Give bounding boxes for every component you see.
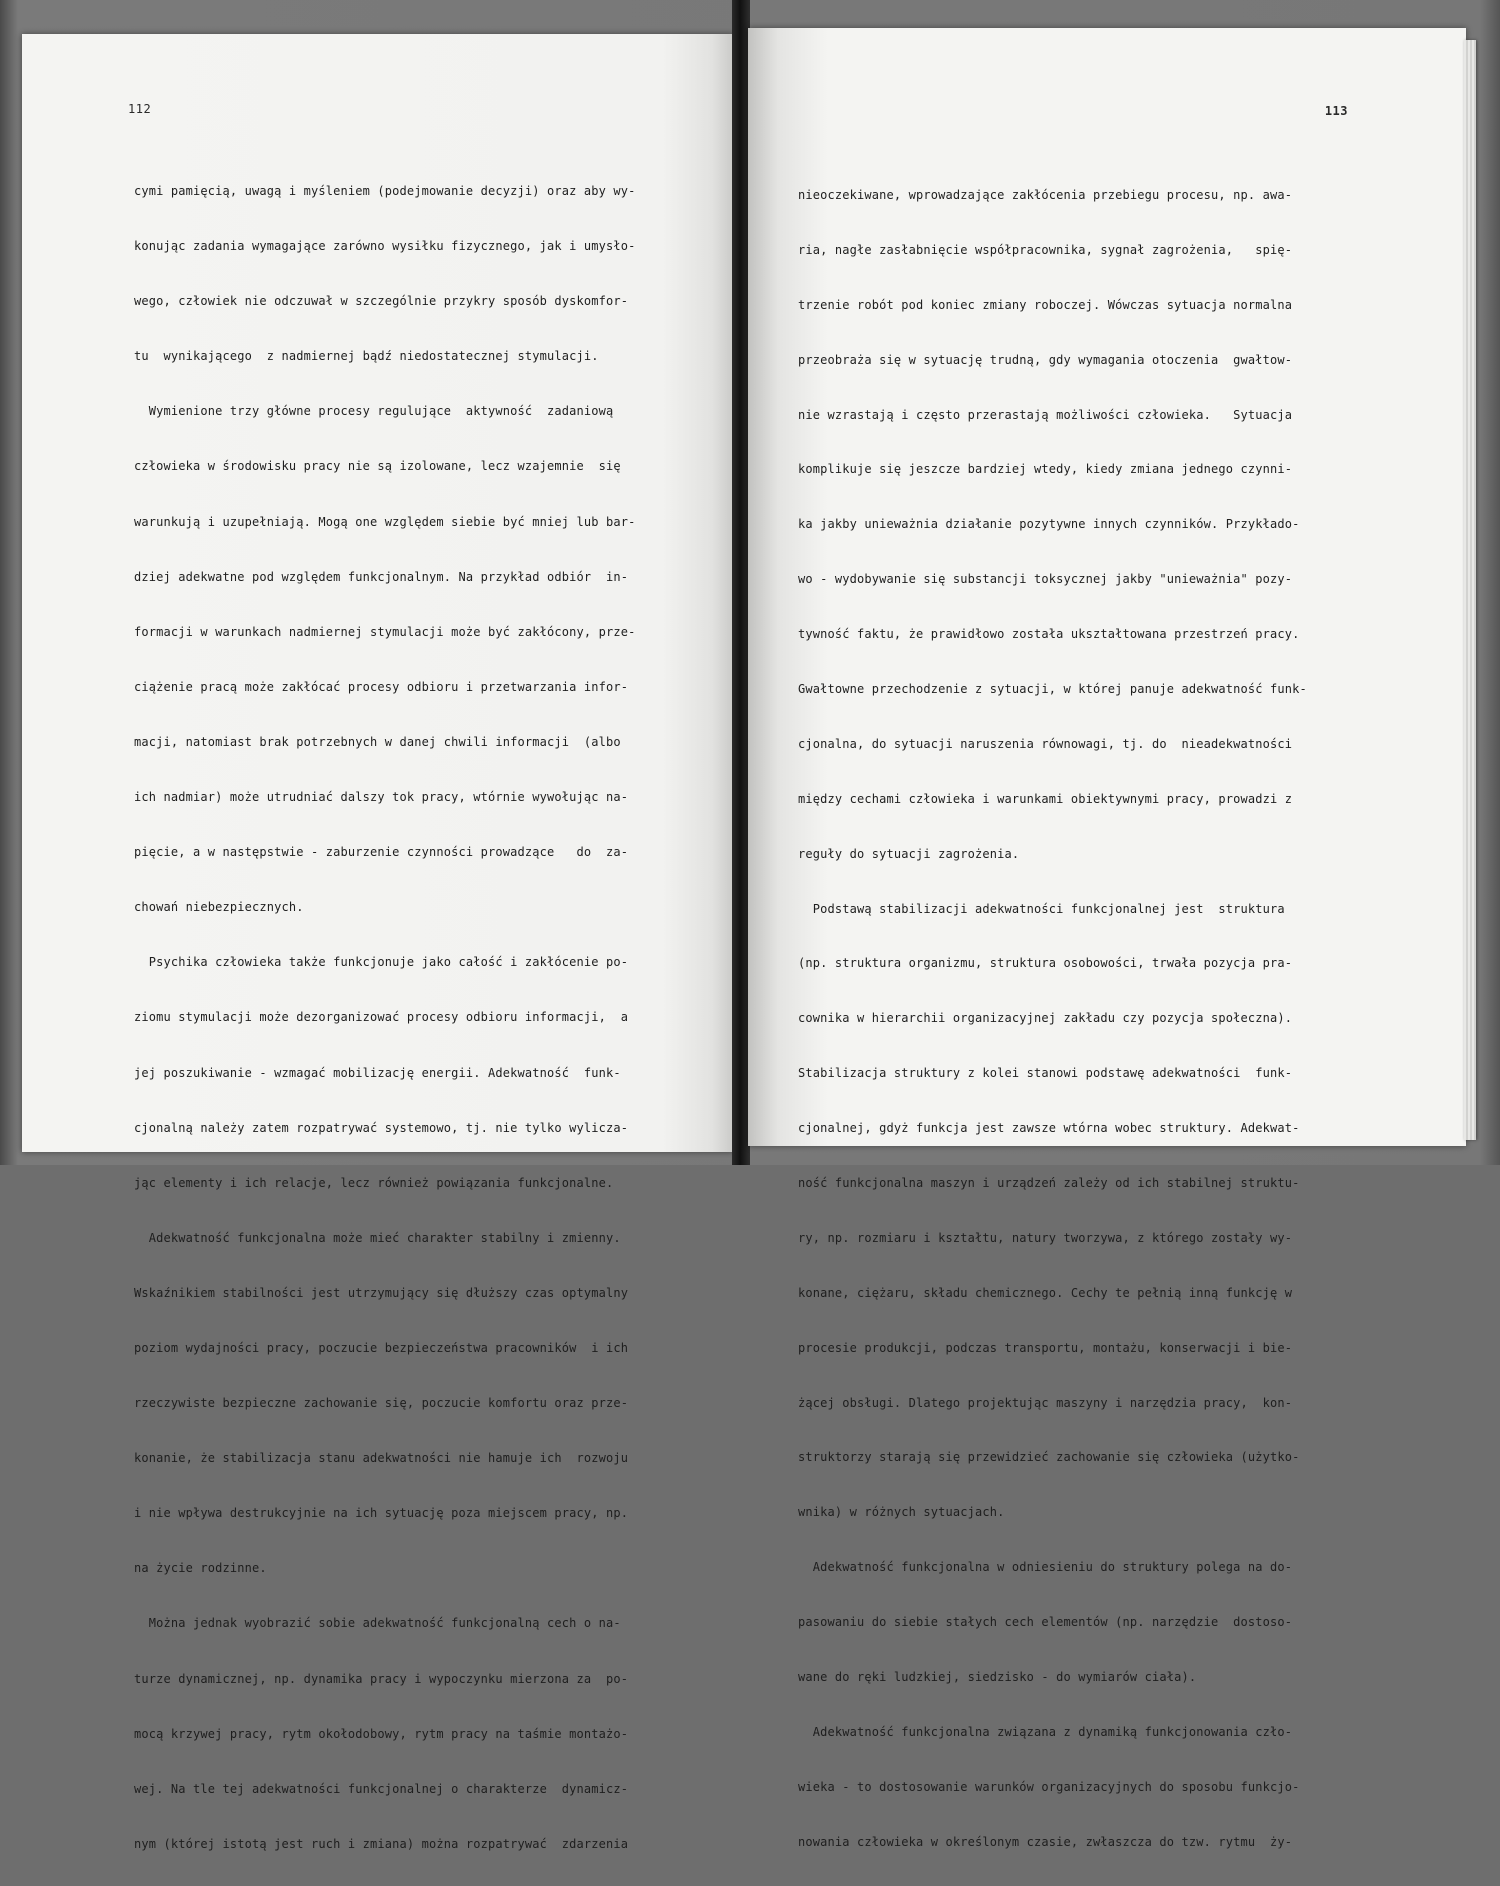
left-page <box>22 34 734 1851</box>
text-line: Stabilizacja struktury z kolei stanowi podstawę adekwatności funk- <box>798 1066 1293 1081</box>
text-line: nie wzrastają i często przerastają możliwości człowieka. Sytuacja <box>798 407 1293 422</box>
text-line: konane, ciężaru, składu chemicznego. Cechy te pełnią inną funkcję w <box>798 1285 1293 1300</box>
left-page-text <box>134 150 635 1886</box>
text-line: na życie rodzinne. <box>134 1561 267 1576</box>
text-line: Adekwatność funkcjonalna w odniesieniu do struktury polega na do- <box>798 1560 1293 1575</box>
text-line: ciążenie pracą może zakłócać procesy odbioru i przetwarzania infor- <box>134 679 629 694</box>
text-line: tywność faktu, że prawidłowo została ukształtowana przestrzeń pracy. <box>798 627 1300 642</box>
text-line: ry, np. rozmiaru i kształtu, natury tworzywa, z którego zostały wy- <box>798 1230 1293 1245</box>
text-line: żącej obsługi. Dlatego projektując maszyny i narzędzia pracy, kon- <box>798 1395 1293 1410</box>
text-line: jej poszukiwanie - wzmagać mobilizację energii. Adekwatność funk- <box>134 1065 621 1080</box>
text-line: Adekwatność funkcjonalna związana z dynamiką funkcjonowania czło- <box>798 1724 1293 1739</box>
text-line: struktorzy starają się przewidzieć zachowanie się człowieka (użytko- <box>798 1450 1300 1465</box>
text-line: ria, nagłe zasłabnięcie współpracownika, sygnał zagrożenia, spię- <box>798 242 1293 257</box>
text-line: tu wynikającego z nadmiernej bądź niedostatecznej stymulacji. <box>134 349 599 364</box>
text-line: cownika w hierarchii organizacyjnej zakładu czy pozycja społeczna). <box>798 1011 1293 1026</box>
text-line: warunkują i uzupełniają. Mogą one względem siebie być mniej lub bar- <box>134 514 636 529</box>
text-line: człowieka w środowisku pracy nie są izolowane, lecz wzajemnie się <box>134 459 621 474</box>
text-line: wego, człowiek nie odczuwał w szczególnie przykry sposób dyskomfor- <box>134 294 629 309</box>
text-line: Można jednak wyobrazić sobie adekwatność funkcjonalną cech o na- <box>134 1616 621 1631</box>
text-line: rzeczywiste bezpieczne zachowanie się, poczucie komfortu oraz prze- <box>134 1396 629 1411</box>
text-line: cymi pamięcią, uwagą i myśleniem (podejmowanie decyzji) oraz aby wy- <box>134 184 636 198</box>
text-line: wej. Na tle tej adekwatności funkcjonalnej o charakterze dynamicz- <box>134 1781 629 1796</box>
text-line: pasowaniu do siebie stałych cech elementów (np. narzędzie dostoso- <box>798 1615 1293 1630</box>
text-line: między cechami człowieka i warunkami obiektywnymi pracy, prowadzi z <box>798 791 1293 806</box>
text-line: pięcie, a w następstwie - zaburzenie czynności prowadzące do za- <box>134 845 629 860</box>
text-line: ich nadmiar) może utrudniać dalszy tok pracy, wtórnie wywołując na- <box>134 790 629 805</box>
text-line: i nie wpływa destrukcyjnie na ich sytuację poza miejscem pracy, np. <box>134 1506 629 1521</box>
text-line: wnika) w różnych sytuacjach. <box>798 1505 1005 1520</box>
text-line: nieoczekiwane, wprowadzające zakłócenia przebiegu procesu, np. awa- <box>798 188 1293 202</box>
text-line: ność funkcjonalna maszyn i urządzeń zależy od ich stabilnej struktu- <box>798 1176 1300 1191</box>
right-page-number: 113 <box>1324 104 1348 118</box>
text-line: cjonalna, do sytuacji naruszenia równowagi, tj. do nieadekwatności <box>798 736 1293 751</box>
left-page-number: 112 <box>128 102 152 116</box>
text-line: chowań niebezpiecznych. <box>134 900 304 915</box>
text-line: procesie produkcji, podczas transportu, montażu, konserwacji i bie- <box>798 1340 1293 1355</box>
right-page-text <box>798 154 1307 1884</box>
page-edges <box>1464 40 1476 1140</box>
text-line: konując zadania wymagające zarówno wysiłku fizycznego, jak i umysło- <box>134 239 636 254</box>
text-line: Psychika człowieka także funkcjonuje jako całość i zakłócenie po- <box>134 955 629 970</box>
text-line: wane do ręki ludzkiej, siedzisko - do wymiarów ciała). <box>798 1670 1197 1685</box>
text-line: komplikuje się jeszcze bardziej wtedy, kiedy zmiana jednego czynni- <box>798 462 1293 477</box>
text-line: poziom wydajności pracy, poczucie bezpieczeństwa pracowników i ich <box>134 1340 629 1355</box>
text-line: turze dynamicznej, np. dynamika pracy i wypoczynku mierzona za po- <box>134 1671 629 1686</box>
text-line: trzenie robót pod koniec zmiany roboczej. Wówczas sytuacja normalna <box>798 297 1293 312</box>
text-line: Wskaźnikiem stabilności jest utrzymujący się dłuższy czas optymalny <box>134 1285 629 1300</box>
right-page <box>748 28 1466 1849</box>
text-line: ziomu stymulacji może dezorganizować procesy odbioru informacji, a <box>134 1010 629 1025</box>
text-line: ka jakby unieważnia działanie pozytywne innych czynników. Przykłado- <box>798 517 1300 532</box>
text-line: reguły do sytuacji zagrożenia. <box>798 846 1020 861</box>
text-line: formacji w warunkach nadmiernej stymulacji może być zakłócony, prze- <box>134 624 636 639</box>
text-line: jąc elementy i ich relacje, lecz również powiązania funkcjonalne. <box>134 1175 614 1190</box>
text-line: Gwałtowne przechodzenie z sytuacji, w której panuje adekwatność funk- <box>798 682 1307 697</box>
text-line: cjonalną należy zatem rozpatrywać systemowo, tj. nie tylko wylicza- <box>134 1120 629 1135</box>
text-line: nym (której istotą jest ruch i zmiana) można rozpatrywać zdarzenia <box>134 1836 629 1851</box>
text-line: wieka - to dostosowanie warunków organizacyjnych do sposobu funkcjo- <box>798 1779 1300 1794</box>
text-line: dziej adekwatne pod względem funkcjonalnym. Na przykład odbiór in- <box>134 569 629 584</box>
text-line: macji, natomiast brak potrzebnych w danej chwili informacji (albo <box>134 734 621 749</box>
text-line: przeobraża się w sytuację trudną, gdy wymagania otoczenia gwałtow- <box>798 352 1293 367</box>
text-line: Podstawą stabilizacji adekwatności funkcjonalnej jest struktura <box>798 901 1285 916</box>
text-line: Adekwatność funkcjonalna może mieć charakter stabilny i zmienny. <box>134 1230 621 1245</box>
text-line: Wymienione trzy główne procesy regulujące aktywność zadaniową <box>134 404 614 419</box>
text-line: cjonalnej, gdyż funkcja jest zawsze wtórna wobec struktury. Adekwat- <box>798 1121 1300 1136</box>
text-line: nowania człowieka w określonym czasie, zwłaszcza do tzw. rytmu ży- <box>798 1834 1293 1849</box>
text-line: mocą krzywej pracy, rytm okołodobowy, rytm pracy na taśmie montażo- <box>134 1726 629 1741</box>
text-line: wo - wydobywanie się substancji toksycznej jakby "unieważnia" pozy- <box>798 572 1293 587</box>
text-line: konanie, że stabilizacja stanu adekwatności nie hamuje ich rozwoju <box>134 1451 629 1466</box>
text-line: (np. struktura organizmu, struktura osobowości, trwała pozycja pra- <box>798 956 1293 971</box>
